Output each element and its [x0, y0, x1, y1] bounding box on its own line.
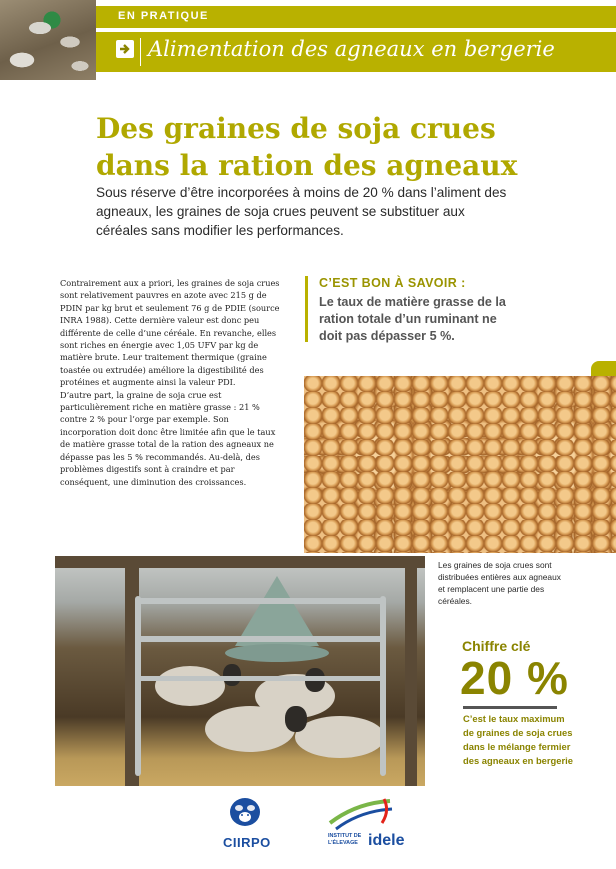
gate-post: [380, 596, 386, 776]
sheep-feeder-photo: [55, 556, 425, 786]
article-title-line1: Des graines de soja crues: [96, 112, 496, 145]
good-to-know-text: Le taux de matière grasse de la ration totale d’un ruminant ne doit pas dépasser 5 %.: [319, 295, 506, 343]
article-lead: Sous réserve d’être incorporées à moins de 20 % dans l’aliment des agneaux, les graines de soja crues peuvent se substituer aux céréales sans modifier les performances.: [96, 185, 507, 238]
lamb: [155, 666, 225, 706]
photo-beam: [55, 556, 425, 568]
header-divider: [140, 38, 141, 66]
soy-beans-photo: [304, 376, 616, 553]
key-figure-label: Chiffre clé: [462, 638, 531, 654]
lamb-head: [223, 664, 241, 686]
idele-logo-text: idele: [368, 832, 405, 849]
idele-institute-text: INSTITUT DE L’ÉLEVAGE: [328, 833, 362, 846]
feeder-base: [225, 644, 329, 662]
key-figure-value: 20 %: [460, 652, 569, 704]
section-tag-label: EN PRATIQUE: [118, 10, 209, 22]
photo-caption: Les graines de soja crues sont distribuées entières aux agneaux et remplacent une partie des céréales.: [438, 560, 561, 606]
body-paragraph-2: D’autre part, la graine de soja crue est particulièrement riche en matière grasse : 21 % contre 2 % pour l’orge par exemple. Son incorporation doit donc être limitée afin que le taux de matière grasse total de la ration des agneaux ne dépasse pas les 5 % recommandés. Au-delà, des problèmes digestifs sont à craindre et par conséquent, une diminution des croissances.: [60, 389, 276, 487]
lamb: [205, 706, 295, 752]
article-title: [96, 110, 596, 184]
photo-post: [405, 568, 417, 786]
gate-rail: [135, 676, 385, 681]
section-tag: [96, 6, 616, 28]
section-title: Alimentation des agneaux en bergerie: [148, 37, 555, 61]
cirpo-logo-text: CIIRPO: [223, 835, 271, 850]
gate-rail: [135, 598, 385, 604]
body-paragraph-1: Contrairement aux a priori, les graines de soja crues sont relativement pauvres en azote avec 215 g de PDIN par kg brut et seulement 76 g de PDIE (source INRA 1988). Cette dernière valeur est donc peu différente de celle d’une céréale. En revanche, elles sont riches en énergie avec 1,05 UFV par kg de matière brute. Leur traitement thermique (graine toastée ou extrudée) améliore la digestibilité des protéines et augmente ainsi la valeur PDI.: [60, 278, 280, 388]
gate-post: [135, 596, 141, 776]
lamb-head: [285, 706, 307, 732]
good-to-know-title: C’EST BON À SAVOIR :: [319, 276, 466, 290]
arrow-right-icon: [116, 40, 134, 58]
key-figure-text: C’est le taux maximum de graines de soja crues dans le mélange fermier des agneaux en bergerie: [463, 713, 573, 766]
header-photo: [0, 0, 96, 80]
good-to-know-bar: [305, 276, 308, 342]
article-title-line2: dans la ration des agneaux: [96, 149, 518, 182]
article-body: [60, 277, 284, 488]
lamb: [295, 716, 385, 758]
key-figure-rule: [463, 706, 557, 709]
gate-rail: [135, 636, 385, 642]
